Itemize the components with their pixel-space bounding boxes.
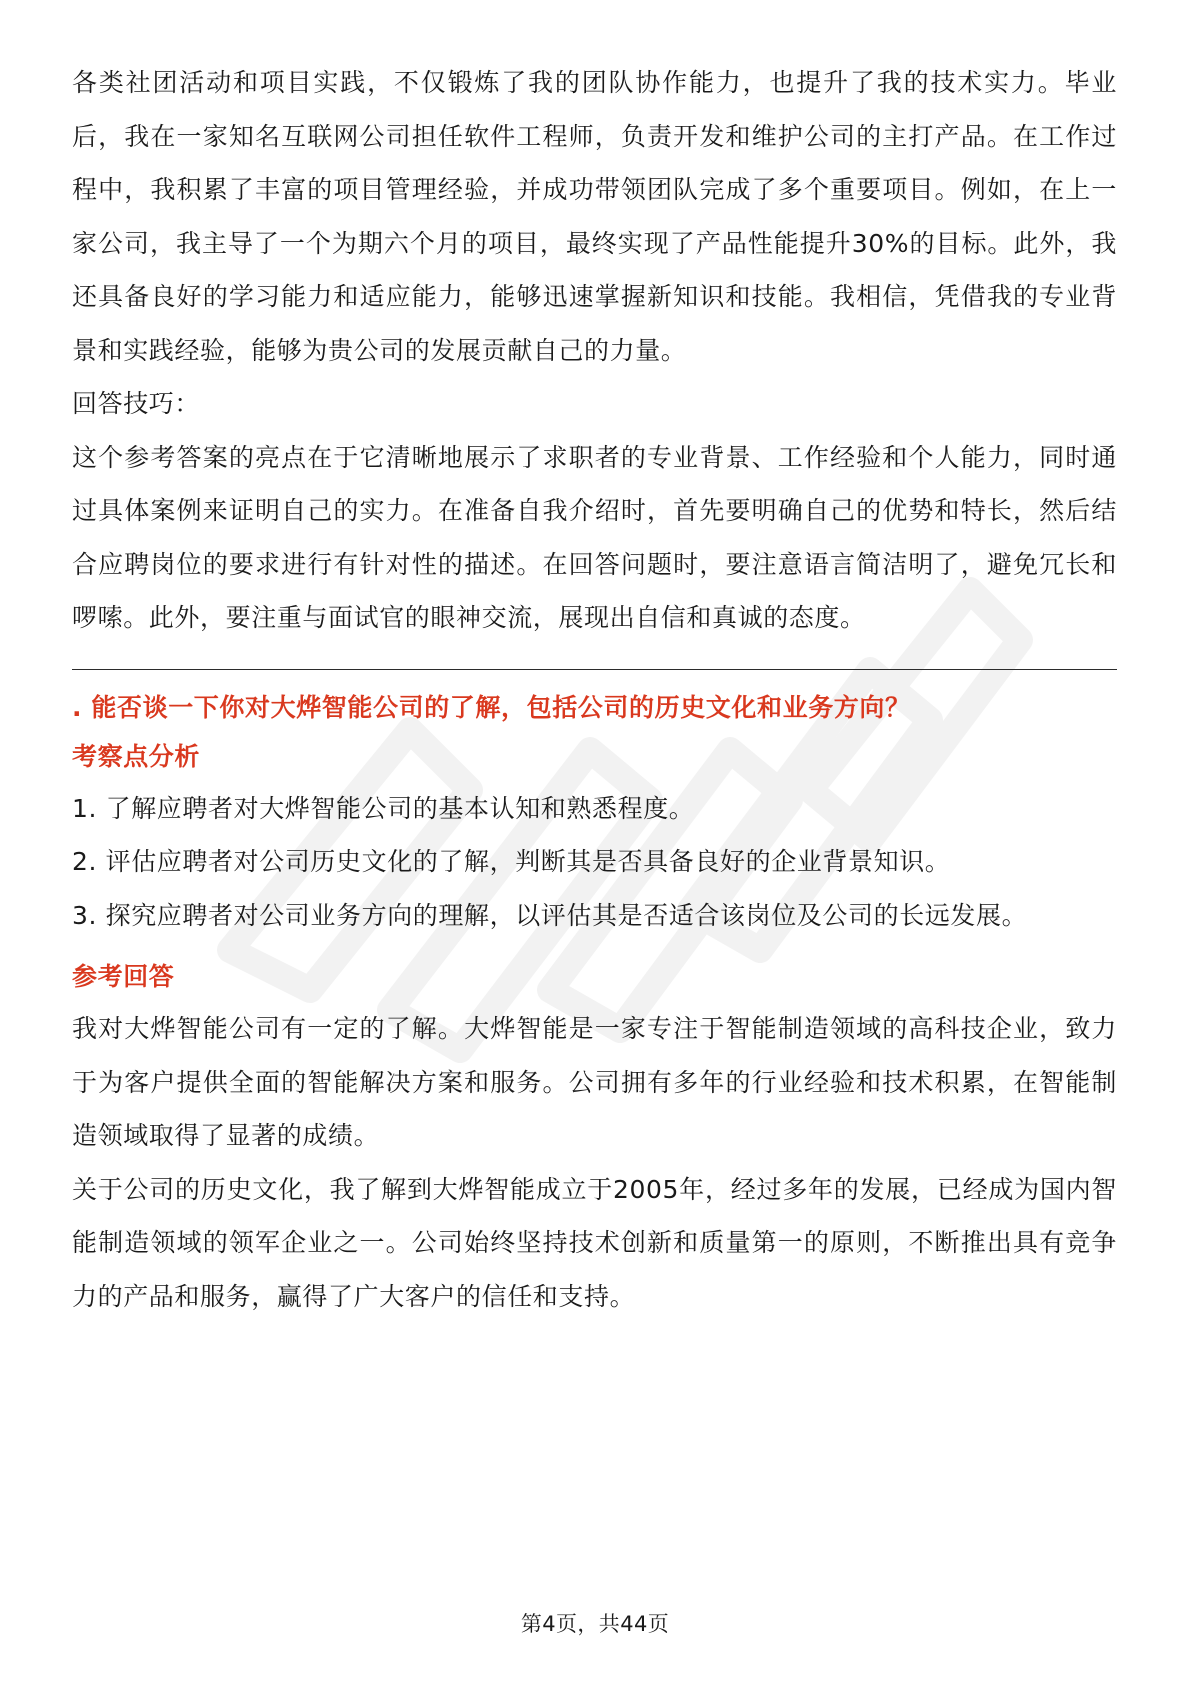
page-content <box>72 56 1117 1323</box>
answer-paragraph: 关于公司的历史文化，我了解到大烨智能成立于2005年，经过多年的发展，已经成为国内智能制造领域的领军企业之一。公司始终坚持技术创新和质量第一的原则，不断推出具有竞争力的产品和服务，赢得了广大客户的信任和支持。 <box>72 1174 1117 1311</box>
analysis-point: 3. 探究应聘者对公司业务方向的理解，以评估其是否适合该岗位及公司的长远发展。 <box>72 900 1028 930</box>
analysis-point: 1. 了解应聘者对大烨智能公司的基本认知和熟悉程度。 <box>72 793 695 823</box>
answer-heading: 参考回答 <box>72 962 175 991</box>
analysis-points-list <box>72 782 1117 943</box>
analysis-heading: 考察点分析 <box>72 741 201 771</box>
answer-paragraph: 我对大烨智能公司有一定的了解。大烨智能是一家专注于智能制造领域的高科技企业，致力于为客户提供全面的智能解决方案和服务。公司拥有多年的行业经验和技术积累，在智能制造领域取得了显著的成绩。 <box>72 1014 1117 1150</box>
question-title: . 能否谈一下你对大烨智能公司的了解，包括公司的历史文化和业务方向？ <box>72 692 911 722</box>
tips-paragraph: 这个参考答案的亮点在于它清晰地展示了求职者的专业背景、工作经验和个人能力，同时通过具体案例来证明自己的实力。在准备自我介绍时，首先要明确自己的优势和特长，然后结合应聘岗位的要求进行有针对性的描述。在回答问题时，要注意语言简洁明了，避免冗长和啰嗦。此外，要注重与面试官的眼神交流，展现出自信和真诚的态度。 <box>72 442 1117 632</box>
tips-label: 回答技巧： <box>72 389 201 418</box>
page-number-footer: 第4页，共44页 <box>520 1612 670 1636</box>
intro-continuation-paragraph: 各类社团活动和项目实践，不仅锻炼了我的团队协作能力，也提升了我的技术实力。毕业后，我在一家知名互联网公司担任软件工程师，负责开发和维护公司的主打产品。在工作过程中，我积累了丰富的项目管理经验，并成功带领团队完成了多个重要项目。例如，在上一家公司，我主导了一个为期六个月的项目，最终实现了产品性能提升30%的目标。此外，我还具备良好的学习能力和适应能力，能够迅速掌握新知识和技能。我相信，凭借我的专业背景和实践经验，能够为贵公司的发展贡献自己的力量。 <box>72 68 1117 365</box>
section-divider <box>72 669 1117 670</box>
analysis-point: 2. 评估应聘者对公司历史文化的了解，判断其是否具备良好的企业背景知识。 <box>72 847 951 876</box>
